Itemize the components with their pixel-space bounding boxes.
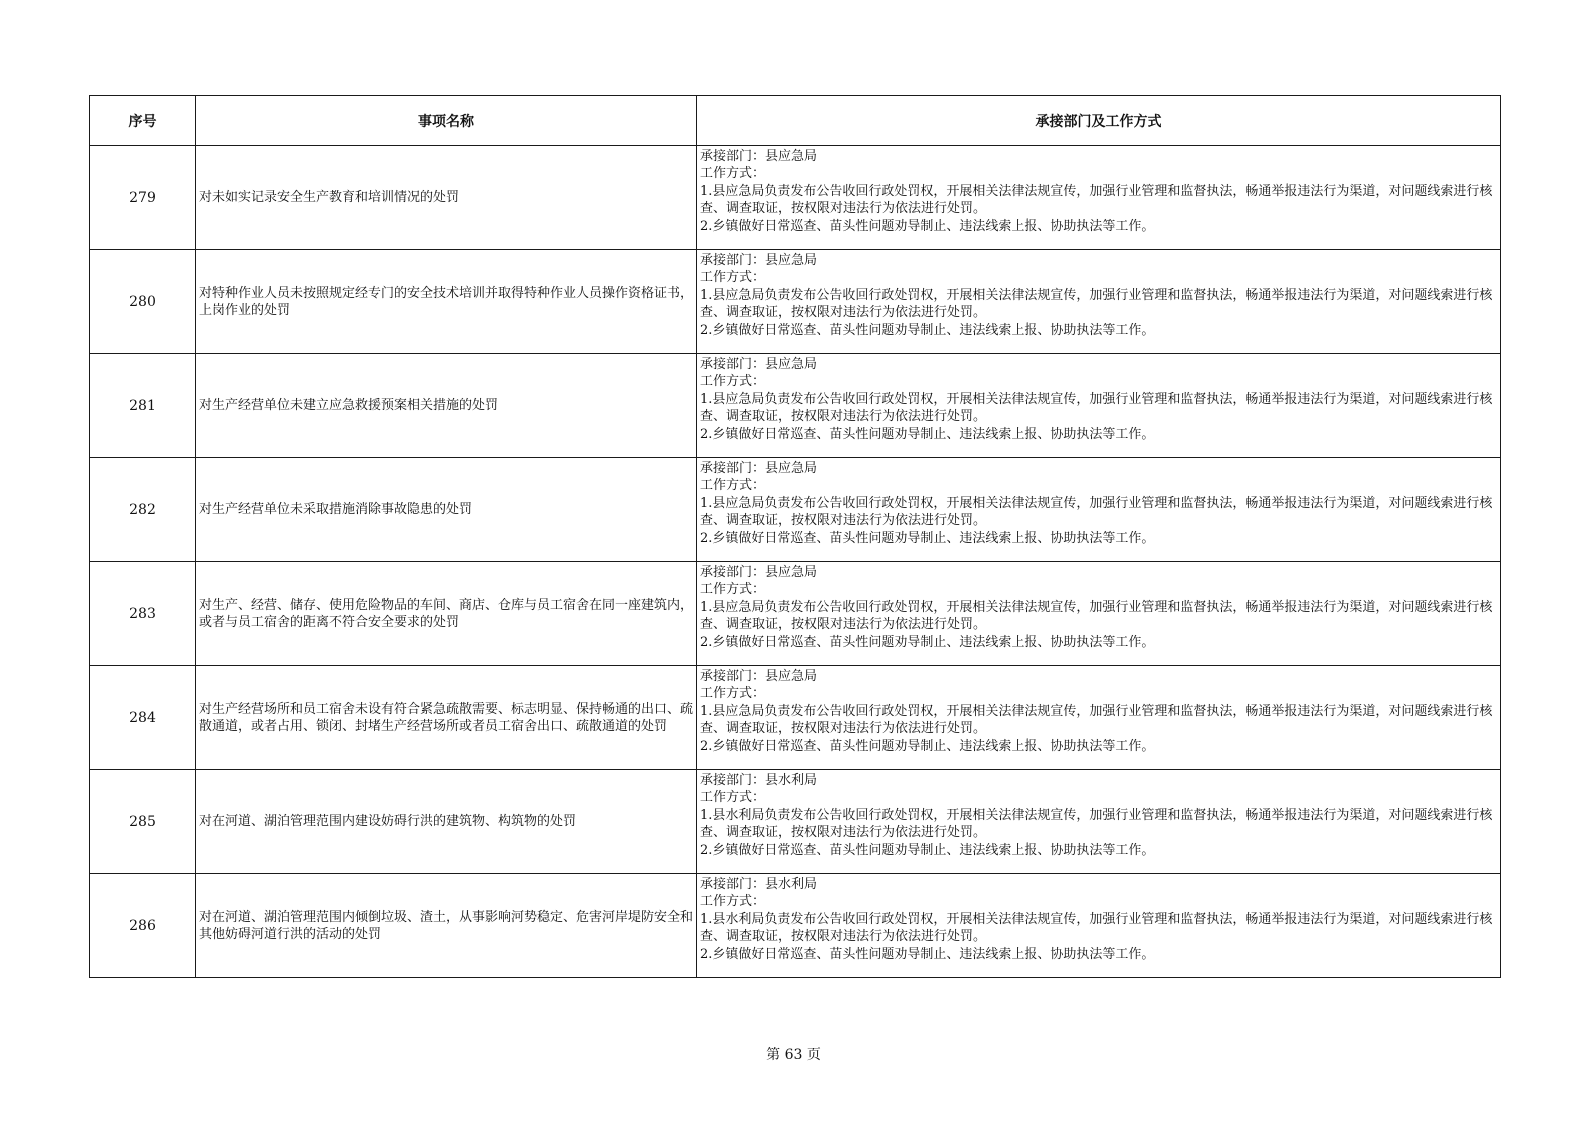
- method-step-2: 2.乡镇做好日常巡查、苗头性问题劝导制止、违法线索上报、协助执法等工作。: [700, 634, 1155, 650]
- dept-line: 承接部门：县应急局: [700, 149, 818, 164]
- items-table: [89, 95, 1501, 978]
- method-label: 工作方式：: [700, 790, 766, 806]
- method-step-1: 1.县应急局负责发布公告收回行政处罚权，开展相关法律法规宣传，加强行业管理和监督执法，畅通举报违法行为渠道，对问题线索进行核查、调查取证，按权限对违法行为依法进行处罚。: [700, 495, 1493, 529]
- row-index: 285: [90, 770, 196, 874]
- method-step-2: 2.乡镇做好日常巡查、苗头性问题劝导制止、违法线索上报、协助执法等工作。: [700, 218, 1155, 234]
- table-row: [90, 770, 1501, 874]
- dept-line: 承接部门：县应急局: [700, 357, 818, 372]
- header-index: 序号: [90, 96, 196, 146]
- row-item-name: 对生产经营场所和员工宿舍未设有符合紧急疏散需要、标志明显、保持畅通的出口、疏散通道，或者占用、锁闭、封堵生产经营场所或者员工宿舍出口、疏散通道的处罚: [196, 666, 697, 770]
- header-name: 事项名称: [196, 96, 697, 146]
- table-row: [90, 146, 1501, 250]
- table-row: [90, 458, 1501, 562]
- row-item-name: 对在河道、湖泊管理范围内建设妨碍行洪的建筑物、构筑物的处罚: [196, 770, 697, 874]
- dept-line: 承接部门：县应急局: [700, 565, 818, 580]
- table-row: [90, 874, 1501, 978]
- method-step-1: 1.县应急局负责发布公告收回行政处罚权，开展相关法律法规宣传，加强行业管理和监督执法，畅通举报违法行为渠道，对问题线索进行核查、调查取证，按权限对违法行为依法进行处罚。: [700, 287, 1493, 321]
- row-item-name: 对生产、经营、储存、使用危险物品的车间、商店、仓库与员工宿舍在同一座建筑内，或者与员工宿舍的距离不符合安全要求的处罚: [196, 562, 697, 666]
- row-dept-method: [697, 666, 1501, 770]
- table-row: [90, 562, 1501, 666]
- method-step-2: 2.乡镇做好日常巡查、苗头性问题劝导制止、违法线索上报、协助执法等工作。: [700, 322, 1155, 338]
- dept-line: 承接部门：县水利局: [700, 773, 818, 788]
- row-index: 279: [90, 146, 196, 250]
- method-label: 工作方式：: [700, 374, 766, 390]
- method-label: 工作方式：: [700, 686, 766, 702]
- method-step-2: 2.乡镇做好日常巡查、苗头性问题劝导制止、违法线索上报、协助执法等工作。: [700, 842, 1155, 858]
- table-row: [90, 250, 1501, 354]
- method-step-1: 1.县应急局负责发布公告收回行政处罚权，开展相关法律法规宣传，加强行业管理和监督执法，畅通举报违法行为渠道，对问题线索进行核查、调查取证，按权限对违法行为依法进行处罚。: [700, 703, 1493, 737]
- row-item-name: 对特种作业人员未按照规定经专门的安全技术培训并取得特种作业人员操作资格证书，上岗作业的处罚: [196, 250, 697, 354]
- page-number: 第 63 页: [766, 1047, 821, 1063]
- row-dept-method: [697, 874, 1501, 978]
- dept-line: 承接部门：县应急局: [700, 253, 818, 268]
- method-label: 工作方式：: [700, 582, 766, 598]
- table-row: [90, 666, 1501, 770]
- row-dept-method: [697, 354, 1501, 458]
- method-step-1: 1.县应急局负责发布公告收回行政处罚权，开展相关法律法规宣传，加强行业管理和监督执法，畅通举报违法行为渠道，对问题线索进行核查、调查取证，按权限对违法行为依法进行处罚。: [700, 183, 1493, 217]
- method-step-1: 1.县水利局负责发布公告收回行政处罚权，开展相关法律法规宣传，加强行业管理和监督执法，畅通举报违法行为渠道，对问题线索进行核查、调查取证，按权限对违法行为依法进行处罚。: [700, 911, 1493, 945]
- dept-line: 承接部门：县应急局: [700, 669, 818, 684]
- row-dept-method: [697, 146, 1501, 250]
- method-step-1: 1.县应急局负责发布公告收回行政处罚权，开展相关法律法规宣传，加强行业管理和监督执法，畅通举报违法行为渠道，对问题线索进行核查、调查取证，按权限对违法行为依法进行处罚。: [700, 599, 1493, 633]
- row-item-name: 对在河道、湖泊管理范围内倾倒垃圾、渣土，从事影响河势稳定、危害河岸堤防安全和其他妨碍河道行洪的活动的处罚: [196, 874, 697, 978]
- method-step-2: 2.乡镇做好日常巡查、苗头性问题劝导制止、违法线索上报、协助执法等工作。: [700, 530, 1155, 546]
- row-item-name: 对未如实记录安全生产教育和培训情况的处罚: [196, 146, 697, 250]
- row-dept-method: [697, 770, 1501, 874]
- method-step-2: 2.乡镇做好日常巡查、苗头性问题劝导制止、违法线索上报、协助执法等工作。: [700, 946, 1155, 962]
- header-row: [90, 96, 1501, 146]
- row-index: 281: [90, 354, 196, 458]
- row-index: 286: [90, 874, 196, 978]
- table-row: [90, 354, 1501, 458]
- method-step-1: 1.县水利局负责发布公告收回行政处罚权，开展相关法律法规宣传，加强行业管理和监督执法，畅通举报违法行为渠道，对问题线索进行核查、调查取证，按权限对违法行为依法进行处罚。: [700, 807, 1493, 841]
- row-dept-method: [697, 458, 1501, 562]
- row-index: 283: [90, 562, 196, 666]
- method-label: 工作方式：: [700, 478, 766, 494]
- row-index: 282: [90, 458, 196, 562]
- row-index: 284: [90, 666, 196, 770]
- row-item-name: 对生产经营单位未建立应急救援预案相关措施的处罚: [196, 354, 697, 458]
- method-label: 工作方式：: [700, 166, 766, 182]
- method-label: 工作方式：: [700, 270, 766, 286]
- header-dept: 承接部门及工作方式: [697, 96, 1501, 146]
- row-dept-method: [697, 562, 1501, 666]
- method-step-2: 2.乡镇做好日常巡查、苗头性问题劝导制止、违法线索上报、协助执法等工作。: [700, 426, 1155, 442]
- row-index: 280: [90, 250, 196, 354]
- row-dept-method: [697, 250, 1501, 354]
- method-step-2: 2.乡镇做好日常巡查、苗头性问题劝导制止、违法线索上报、协助执法等工作。: [700, 738, 1155, 754]
- dept-line: 承接部门：县应急局: [700, 461, 818, 476]
- method-step-1: 1.县应急局负责发布公告收回行政处罚权，开展相关法律法规宣传，加强行业管理和监督执法，畅通举报违法行为渠道，对问题线索进行核查、调查取证，按权限对违法行为依法进行处罚。: [700, 391, 1493, 425]
- dept-line: 承接部门：县水利局: [700, 877, 818, 892]
- row-item-name: 对生产经营单位未采取措施消除事故隐患的处罚: [196, 458, 697, 562]
- method-label: 工作方式：: [700, 894, 766, 910]
